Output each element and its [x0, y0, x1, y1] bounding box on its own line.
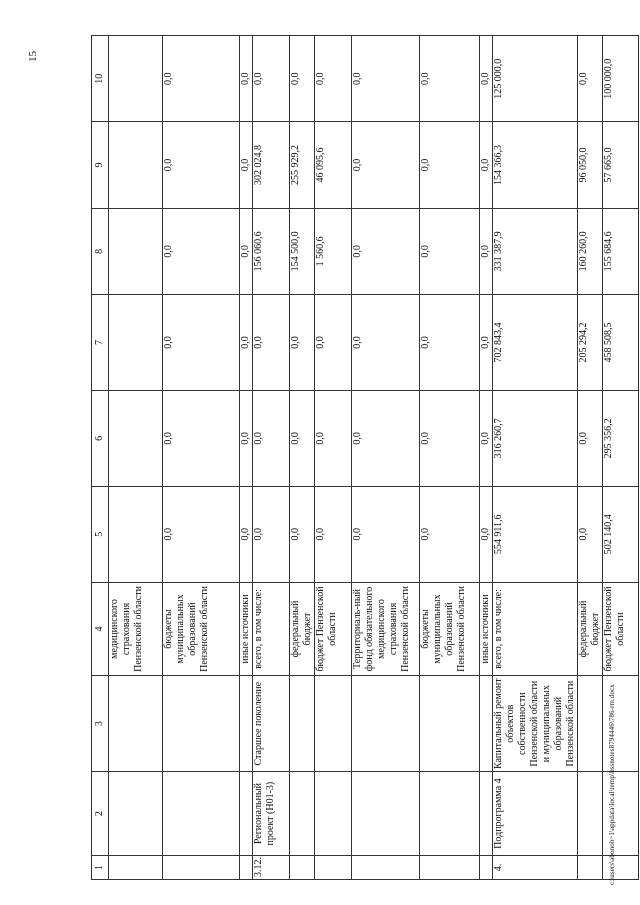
table-cell: 0,0	[480, 486, 493, 582]
table-cell: 331 387,9	[493, 208, 578, 294]
table-body	[109, 36, 639, 880]
table-cell: 0,0	[352, 208, 420, 294]
table-header-row	[92, 36, 109, 880]
table-cell	[163, 676, 240, 772]
table-cell: 502 140,4	[603, 486, 639, 582]
table-cell: 0,0	[290, 486, 315, 582]
table-cell: Подпрограмма 4	[493, 772, 578, 856]
table-row	[109, 36, 163, 880]
table-row	[240, 36, 253, 880]
table-cell	[315, 772, 352, 856]
table-cell: 57 665,0	[603, 122, 639, 208]
header-cell: 5	[92, 486, 109, 582]
table-cell: 0,0	[480, 36, 493, 122]
table-row	[493, 36, 578, 880]
table-cell: 0,0	[352, 36, 420, 122]
table-cell	[578, 676, 603, 772]
table-cell: 0,0	[352, 486, 420, 582]
table-cell: 0,0	[420, 36, 480, 122]
table-row	[163, 36, 240, 880]
table-cell: 316 260,7	[493, 390, 578, 486]
table-cell: Капитальный ремонт объектов собственности Пензенской области и муниципальных образований Пензенской области	[493, 676, 578, 772]
table-cell: 255 929,2	[290, 122, 315, 208]
table-cell	[290, 856, 315, 880]
table-cell: 125 000,0	[493, 36, 578, 122]
table-cell: всего, в том числе:	[493, 582, 578, 676]
table-cell	[578, 772, 603, 856]
table-cell	[352, 676, 420, 772]
page-number: 15	[27, 51, 39, 62]
table-cell: 0,0	[240, 390, 253, 486]
table-cell: 205 294,2	[578, 295, 603, 391]
table-cell: 0,0	[420, 122, 480, 208]
footer-path: c:\users\abonob~1\appdata\local\temp\bssnotes8794446\786-rm.docx	[608, 684, 616, 885]
table-cell: 0,0	[163, 36, 240, 122]
table-cell	[109, 676, 163, 772]
table-cell: Старшее поколение	[253, 676, 290, 772]
table-cell: Территориаль-ный фонд обязательного медицинского страхования Пензенской области	[352, 582, 420, 676]
table-cell: 0,0	[420, 486, 480, 582]
table-cell: иные источники	[240, 582, 253, 676]
table-row	[315, 36, 352, 880]
table-cell: 0,0	[315, 390, 352, 486]
table-cell	[163, 856, 240, 880]
header-cell: 8	[92, 208, 109, 294]
table-cell	[352, 772, 420, 856]
table-cell: федеральный бюджет	[290, 582, 315, 676]
table-cell: 0,0	[290, 36, 315, 122]
table-cell: 0,0	[578, 486, 603, 582]
table-cell: 156 060,6	[253, 208, 290, 294]
table-cell: 0,0	[253, 36, 290, 122]
table-cell	[240, 676, 253, 772]
table-cell: 0,0	[352, 122, 420, 208]
table-cell: 0,0	[420, 208, 480, 294]
table-cell: 0,0	[420, 295, 480, 391]
table-row	[578, 36, 603, 880]
table-cell: 160 260,0	[578, 208, 603, 294]
table-cell	[240, 772, 253, 856]
table-row	[290, 36, 315, 880]
table-cell	[578, 856, 603, 880]
table-cell: 1 560,6	[315, 208, 352, 294]
table-cell: 0,0	[240, 36, 253, 122]
table-cell	[480, 856, 493, 880]
table-cell: бюджеты муниципальных образований Пензенской области	[163, 582, 240, 676]
table-cell: 0,0	[253, 486, 290, 582]
table-cell	[109, 295, 163, 391]
table-cell	[420, 772, 480, 856]
table-cell	[109, 208, 163, 294]
header-cell: 9	[92, 122, 109, 208]
table-cell	[315, 676, 352, 772]
header-cell: 7	[92, 295, 109, 391]
table-cell: 0,0	[352, 390, 420, 486]
table-cell: 702 843,4	[493, 295, 578, 391]
table-cell	[290, 676, 315, 772]
table-cell: 0,0	[480, 208, 493, 294]
header-cell: 6	[92, 390, 109, 486]
table-cell	[109, 486, 163, 582]
table-cell: 0,0	[480, 295, 493, 391]
table-cell: 0,0	[315, 295, 352, 391]
table-cell: 96 050,0	[578, 122, 603, 208]
table-cell	[109, 856, 163, 880]
table-cell: 0,0	[290, 390, 315, 486]
table-cell: 0,0	[240, 486, 253, 582]
table-cell	[109, 772, 163, 856]
table-row	[253, 36, 290, 880]
table-cell: 0,0	[163, 390, 240, 486]
table-cell: 0,0	[240, 208, 253, 294]
table-cell: иные источники	[480, 582, 493, 676]
table-cell	[290, 772, 315, 856]
table-cell	[315, 856, 352, 880]
header-cell: 1	[92, 856, 109, 880]
table-cell: 0,0	[290, 295, 315, 391]
header-cell: 4	[92, 582, 109, 676]
table-cell: 0,0	[480, 122, 493, 208]
table-cell: 0,0	[163, 295, 240, 391]
table-cell	[109, 390, 163, 486]
table-cell: 0,0	[163, 208, 240, 294]
header-cell: 10	[92, 36, 109, 122]
table-cell	[109, 122, 163, 208]
table-cell: 0,0	[240, 295, 253, 391]
table-cell	[240, 856, 253, 880]
table-cell: бюджет Пензенской области	[603, 582, 639, 676]
table-cell: 4.	[493, 856, 578, 880]
table-cell: 100 000,0	[603, 36, 639, 122]
table-cell: бюджеты муниципальных образований Пензенской области	[420, 582, 480, 676]
table-cell: 0,0	[253, 295, 290, 391]
table-cell: 3.12.	[253, 856, 290, 880]
table-cell: 0,0	[163, 486, 240, 582]
table-cell	[480, 772, 493, 856]
table-cell	[163, 772, 240, 856]
table-cell: 0,0	[578, 390, 603, 486]
table-cell: 554 911,6	[493, 486, 578, 582]
table-cell: Региональный проект (Н01-3)	[253, 772, 290, 856]
table-cell: 0,0	[315, 36, 352, 122]
table-cell: бюджет Пензенской области	[315, 582, 352, 676]
table-row	[352, 36, 420, 880]
table-cell	[420, 856, 480, 880]
table-cell: федеральный бюджет	[578, 582, 603, 676]
table-cell: 46 095,6	[315, 122, 352, 208]
table-cell	[109, 36, 163, 122]
table-cell: 302 024,8	[253, 122, 290, 208]
table-cell: 0,0	[480, 390, 493, 486]
table-cell: 0,0	[253, 390, 290, 486]
table-cell: 458 508,5	[603, 295, 639, 391]
table-cell	[480, 676, 493, 772]
header-cell: 3	[92, 676, 109, 772]
table-cell	[420, 676, 480, 772]
table-cell: 0,0	[163, 122, 240, 208]
table-cell: 295 356,2	[603, 390, 639, 486]
table-cell	[352, 856, 420, 880]
table-cell: 0,0	[420, 390, 480, 486]
table-cell: 0,0	[352, 295, 420, 391]
table-cell: медицинского страхования Пензенской области	[109, 582, 163, 676]
table-row	[420, 36, 480, 880]
table-row	[480, 36, 493, 880]
table-cell: 0,0	[578, 36, 603, 122]
table-cell: 154 500,0	[290, 208, 315, 294]
table-cell: 0,0	[240, 122, 253, 208]
table-cell: 154 366,3	[493, 122, 578, 208]
table-cell: 155 684,6	[603, 208, 639, 294]
table-cell: 0,0	[315, 486, 352, 582]
budget-table	[91, 35, 639, 880]
header-cell: 2	[92, 772, 109, 856]
table-cell: всего, в том числе:	[253, 582, 290, 676]
